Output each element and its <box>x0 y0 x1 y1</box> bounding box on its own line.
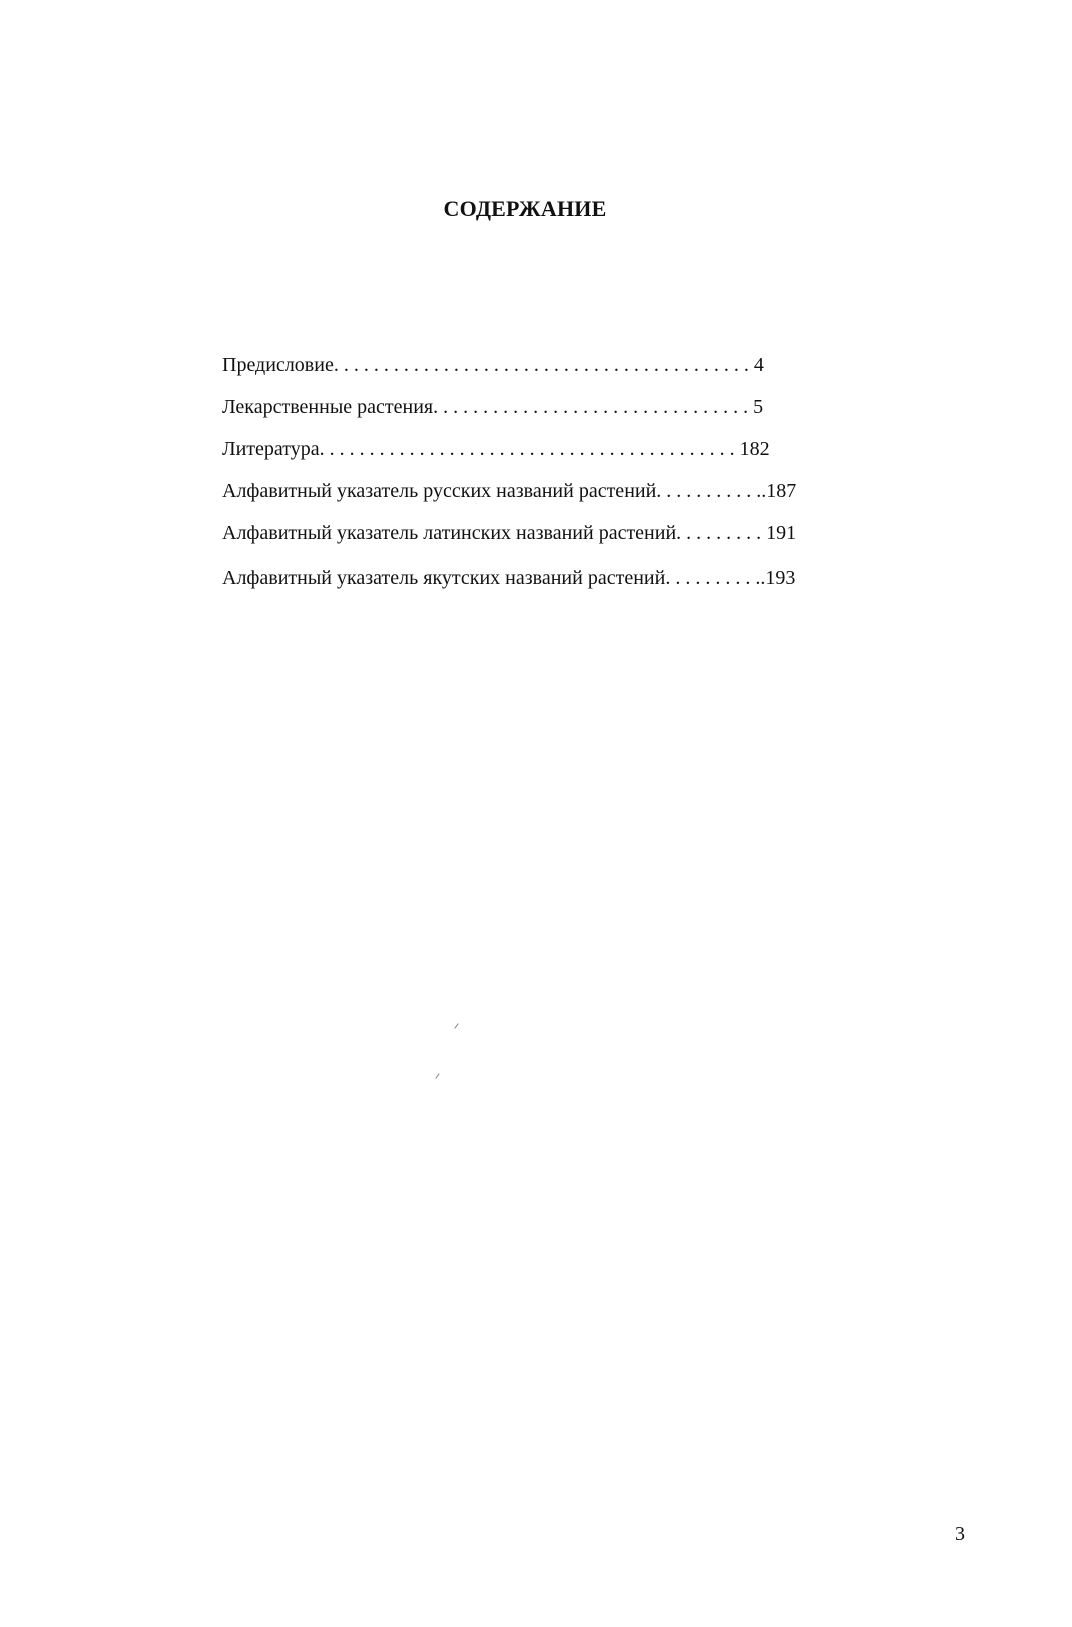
toc-entry-preface[interactable] <box>222 352 764 378</box>
toc-leader-dots: . . . . . . . . . . . . . . . . . . . . . . . . . . . . . . . . . . . . . . . . . . <box>319 438 735 460</box>
toc-leader-dots: . . . . . . . . . . . . . . . . . . . . . . . . . . . . . . . . . . . . . . . . . . <box>333 354 749 376</box>
toc-entry-label: Алфавитный указатель русских названий растений <box>222 480 657 502</box>
toc-entry-label: Алфавитный указатель якутских названий растений <box>222 567 666 589</box>
toc-entry-label: Алфавитный указатель латинских названий растений <box>222 522 677 544</box>
toc-page-number: 191 <box>761 522 797 544</box>
page-title: СОДЕРЖАНИЕ <box>443 196 607 221</box>
scan-speck <box>435 1073 439 1078</box>
toc-entry-label: Литература <box>222 438 320 460</box>
toc-entry-label: Лекарственные растения <box>222 396 434 418</box>
toc-entry-yakut-index[interactable] <box>222 565 795 591</box>
toc-entry-label: Предисловие <box>222 354 334 376</box>
toc-page-number: 182 <box>734 438 770 460</box>
toc-entry-medicinal-plants[interactable] <box>222 394 763 420</box>
scan-speck <box>454 1023 458 1028</box>
toc-entry-russian-index[interactable] <box>222 478 796 504</box>
toc-leader-dots: . . . . . . . . . . . <box>656 480 762 502</box>
toc-page-number: .187 <box>761 480 797 502</box>
toc-entry-latin-index[interactable] <box>222 520 796 546</box>
toc-leader-dots: . . . . . . . . . <box>676 522 762 544</box>
toc-leader-dots: . . . . . . . . . . <box>665 567 761 589</box>
toc-page-number: 4 <box>748 354 764 376</box>
toc-entry-literature[interactable] <box>222 436 770 462</box>
page-number: 3 <box>955 1523 965 1545</box>
toc-page-number: 5 <box>748 396 764 418</box>
toc-page-number: .193 <box>760 567 796 589</box>
toc-leader-dots: . . . . . . . . . . . . . . . . . . . . . . . . . . . . . . . . <box>433 396 749 418</box>
